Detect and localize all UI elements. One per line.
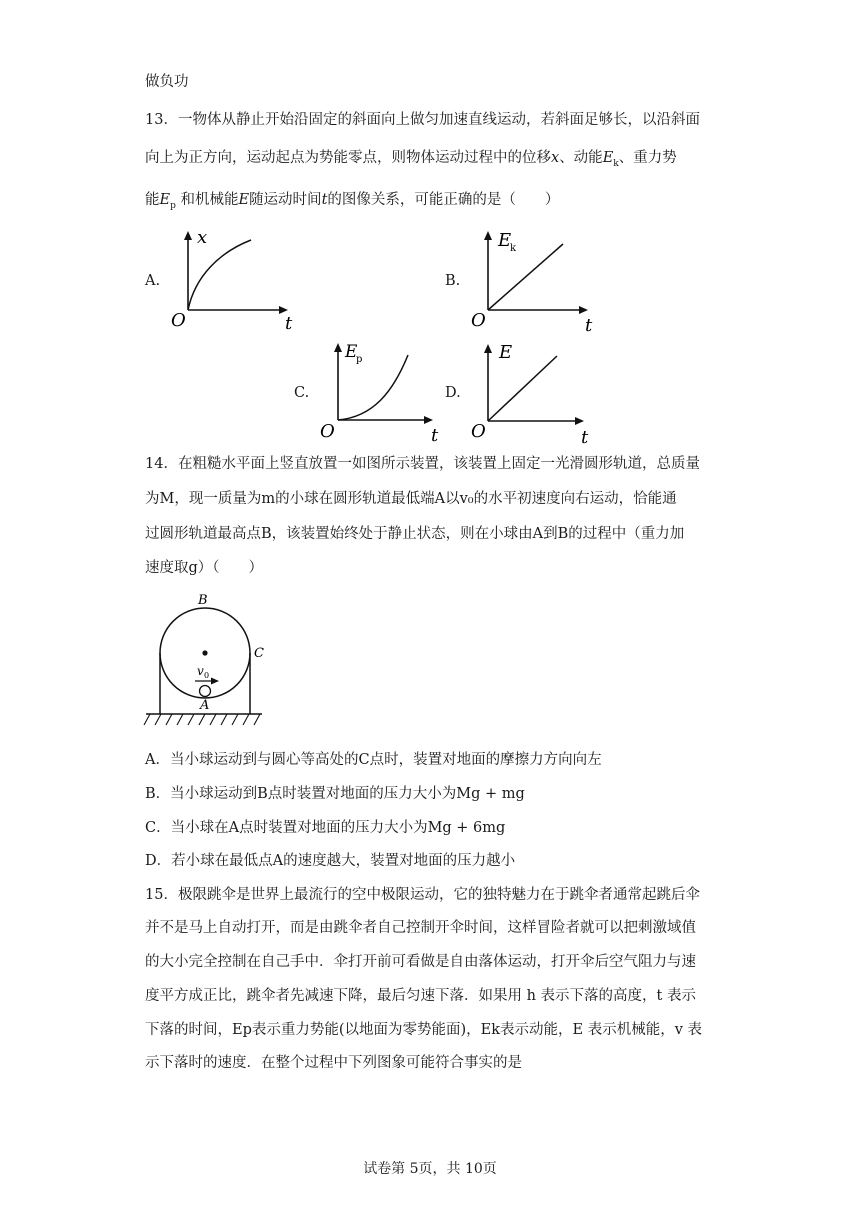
- q13-option-a-label: A.: [145, 273, 161, 289]
- prev-question-fragment: 做负功: [145, 74, 189, 90]
- svg-text:O: O: [320, 421, 335, 442]
- q15-line-3: 的大小完全控制在自己手中．伞打开前可看做是自由落体运动，打开伞后空气阻力与速: [145, 954, 696, 970]
- q15-line-2: 并不是马上自动打开，而是由跳伞者自己控制开伞时间，这样冒险者就可以把刺激域值: [145, 920, 696, 936]
- q14-line-4: 速度取g）（ ）: [145, 560, 264, 576]
- q13-option-d-label: D.: [445, 385, 461, 401]
- q15-line-5: 下落的时间，Ep表示重力势能(以地面为零势能面)，Ek表示动能，E 表示机械能，v 表: [145, 1022, 703, 1038]
- q14-option-d: D．若小球在最低点A的速度越大，装置对地面的压力越小: [145, 853, 516, 869]
- q13-line-3: 能$E_p$ 和机械能E随运动时间t的图像关系，可能正确的是（ ）: [145, 192, 560, 211]
- q14-line-2: 为M，现一质量为m的小球在圆形轨道最低端A以v₀的水平初速度向右运动，恰能通: [145, 491, 677, 507]
- svg-text:t: t: [581, 427, 589, 445]
- svg-text:t: t: [585, 315, 593, 336]
- q13-line-2: 向上为正方向，运动起点为势能零点，则物体运动过程中的位移x、动能$E_k$、重力势: [145, 150, 677, 169]
- svg-text:E: E: [345, 342, 358, 362]
- q14-line-1: 14．在粗糙水平面上竖直放置一如图所示装置，该装置上固定一光滑圆形轨道，总质量: [145, 456, 700, 472]
- q13-option-b-graph: [467, 224, 602, 336]
- q13-line-1: 13．一物体从静止开始沿固定的斜面向上做匀加速直线运动，若斜面足够长，以沿斜面: [145, 112, 700, 128]
- q13-option-c-label: C.: [294, 385, 310, 401]
- svg-text:O: O: [471, 310, 486, 331]
- q13-option-a-graph: [165, 226, 300, 336]
- svg-text:E: E: [499, 342, 513, 363]
- svg-text:C: C: [254, 646, 264, 661]
- svg-text:x: x: [197, 227, 208, 248]
- q13-option-c-graph: [318, 337, 448, 445]
- q14-option-a: A．当小球运动到与圆心等高处的C点时，装置对地面的摩擦力方向向左: [145, 752, 602, 768]
- q13-option-d-graph: [467, 337, 597, 445]
- svg-text:v: v: [197, 664, 204, 678]
- q15-line-6: 示下落时的速度．在整个过程中下列图象可能符合事实的是: [145, 1055, 522, 1071]
- q13-option-b-label: B.: [445, 273, 461, 289]
- svg-text:A: A: [200, 698, 210, 713]
- svg-text:p: p: [356, 354, 363, 365]
- q14-option-b: B．当小球运动到B点时装置对地面的压力大小为Mg + mg: [145, 786, 525, 802]
- page-footer: 试卷第 5页，共 10页: [363, 1161, 497, 1177]
- svg-text:0: 0: [204, 671, 210, 680]
- svg-text:k: k: [510, 243, 517, 254]
- svg-text:t: t: [431, 425, 439, 445]
- svg-text:E: E: [498, 230, 512, 251]
- svg-text:t: t: [285, 313, 293, 334]
- svg-text:B: B: [198, 593, 208, 608]
- svg-text:O: O: [471, 421, 486, 442]
- q14-option-c: C．当小球在A点时装置对地面的压力大小为Mg + 6mg: [145, 820, 506, 836]
- q15-line-4: 度平方成正比，跳伞者先减速下降，最后匀速下落．如果用 h 表示下落的高度，t 表示: [145, 988, 696, 1004]
- q14-line-3: 过圆形轨道最高点B，该装置始终处于静止状态，则在小球由A到B的过程中（重力加: [145, 526, 685, 542]
- q14-track-apparatus-figure: [140, 588, 270, 730]
- q15-line-1: 15．极限跳伞是世界上最流行的空中极限运动，它的独特魅力在于跳伞者通常起跳后伞: [145, 887, 700, 903]
- svg-text:O: O: [171, 310, 186, 331]
